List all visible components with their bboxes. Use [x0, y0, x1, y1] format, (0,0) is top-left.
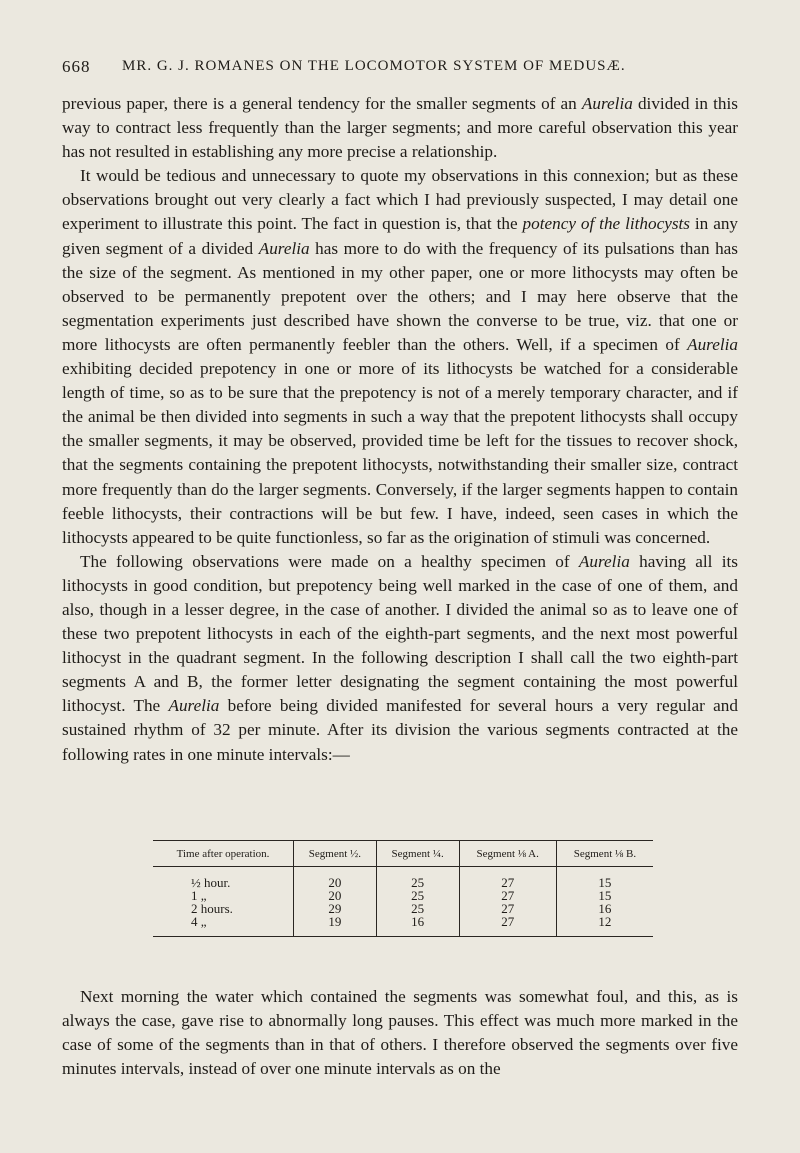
table-cell: 29 — [294, 902, 377, 915]
table-header-cell: Segment ¼. — [376, 841, 459, 867]
table-cell: 19 — [294, 915, 377, 937]
data-table — [153, 840, 653, 937]
paragraph-3: The following observations were made on a healthy specimen of Aurelia having all its lithocysts in good condition, but prepotency being well marked in the case of one of them, and also, though in a lesser degree, in the case of another. I divided the animal so as to leave one of these two prepotent lithocysts in each of the eighth-part segments, and the next most powerful lithocyst in the quadrant segment. In the following description I shall call the two eighth-part segments A and B, the former letter designating the segment containing the most powerful lithocyst. The Aurelia before being divided manifested for several hours a very regular and sustained rhythm of 32 per minute. After its division the various segments contracted at the following rates in one minute intervals:— — [62, 551, 738, 764]
paragraph-2: It would be tedious and unnecessary to quote my observations in this connexion; but as these observations brought out very clearly a fact which I had previously suspected, I may detail one experiment to illustrate this point. The fact in question is, that the potency of the lithocysts in any given segment of a divided Aurelia has more to do with the frequency of its pulsations than has the size of the segment. As mentioned in my other paper, one or more lithocysts may often be observed to be permanently prepotent over the others; and I may here observe that the segmentation experiments just described have shown the converse to be true, viz. that one or more lithocysts are often permanently feebler than the others. Well, if a specimen of Aurelia exhibiting decided prepotency in one or more of its lithocysts be watched for a considerable length of time, so as to be sure that the prepotency is not of a merely temporary character, and if the animal be then divided into segments in such a way that the prepotent lithocysts shall occupy the smaller segments, it may be observed, provided time be left for the tissues to recover shock, that the segments containing the prepotent lithocysts, notwithstanding their smaller size, contract more frequently than do the larger segments. Conversely, if the larger segments happen to contain feeble lithocysts, their contractions will be but few. I have, indeed, seen cases in which the lithocysts appeared to be quite functionless, so far as the origination of stimuli was concerned. — [62, 166, 739, 547]
table-cell: 25 — [376, 867, 459, 890]
table-row — [153, 902, 653, 915]
table-cell: 15 — [556, 889, 653, 902]
table-cell: 27 — [459, 889, 556, 902]
paragraph-4: Next morning the water which contained the segments was somewhat foul, and this, as is always the case, gave rise to abnormally long pauses. This effect was much more marked in the case of some of the segments than in that of others. I therefore observed the segments over five minutes intervals, instead of over one minute intervals as on the — [62, 987, 738, 1079]
table-cell: 27 — [459, 867, 556, 890]
table-row — [153, 867, 653, 890]
table-header-row — [153, 841, 653, 867]
body-text-continued — [62, 985, 738, 1081]
table-header-cell: Segment ⅛ B. — [556, 841, 653, 867]
table-cell: 25 — [376, 889, 459, 902]
page-number: 668 — [62, 57, 91, 76]
table-cell: 16 — [376, 915, 459, 937]
table-header-cell: Time after operation. — [153, 841, 294, 867]
table-cell: 2 hours. — [191, 901, 233, 916]
table-header-cell: Segment ½. — [294, 841, 377, 867]
table-cell: 16 — [556, 902, 653, 915]
body-text — [62, 92, 738, 767]
paragraph-1: previous paper, there is a general tendency for the smaller segments of an Aurelia divided in this way to contract less frequently than the larger segments; and more careful observation this year has not resulted in establishing any more precise a relationship. — [62, 94, 738, 162]
table-cell: 20 — [294, 889, 377, 902]
contraction-rate-table — [153, 840, 653, 937]
table-cell: ½ hour. — [191, 875, 231, 890]
table-row — [153, 915, 653, 937]
table-header-cell: Segment ⅛ A. — [459, 841, 556, 867]
table-cell: 12 — [556, 915, 653, 937]
table-cell: 27 — [459, 902, 556, 915]
table-cell: 27 — [459, 915, 556, 937]
table-cell: 25 — [376, 902, 459, 915]
table-cell: 4 „ — [191, 914, 207, 929]
table-cell: 20 — [294, 867, 377, 890]
table-cell: 1 „ — [191, 888, 207, 903]
table-cell: 15 — [556, 867, 653, 890]
running-head: MR. G. J. ROMANES ON THE LOCOMOTOR SYSTEM OF MEDUSÆ. — [122, 58, 626, 74]
